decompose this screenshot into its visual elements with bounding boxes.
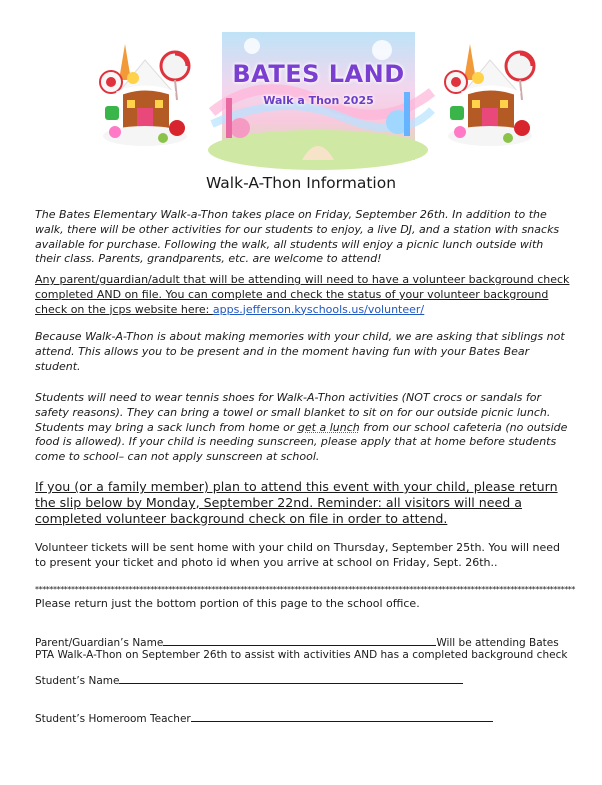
teacher-label: Student’s Homeroom Teacher xyxy=(35,713,191,725)
student-name-field[interactable] xyxy=(119,674,463,684)
shoes-text-1: Students will need to wear tennis shoes for Walk-A-Thon activities (NOT crocs or sandals for safety reasons). They can bring a towel or small blanket to sit on for our outside picnic lunch. Students may bring a sack lunch from home or xyxy=(35,391,551,434)
teacher-field[interactable] xyxy=(191,712,493,722)
teacher-row xyxy=(35,712,493,726)
volunteer-text: Any parent/guardian/adult that will be attending will need to have a volunteer background check completed AND on file. You can complete and check the status of your volunteer background check on the jcps website here: xyxy=(35,273,570,316)
get-lunch-text: get a lunch xyxy=(297,420,360,434)
family-member-paragraph: If you (or a family member) plan to attend this event with your child, please return the slip below by Monday, September 22nd. Reminder: all visitors will need a completed volunteer background check on file in order to attend. xyxy=(35,479,558,526)
student-name-label: Student’s Name xyxy=(35,675,120,687)
volunteer-link[interactable]: apps.jefferson.kyschools.us/volunteer/ xyxy=(212,302,425,316)
student-name-row xyxy=(35,674,463,688)
return-instruction: Please return just the bottom portion of this page to the school office. xyxy=(35,597,420,610)
shoes-text-2: from our school cafeteria (no outside food is allowed). If your child is needing sunscreen, please apply that at home before students come to school– can not apply sunscreen at school. xyxy=(35,420,568,464)
cut-line-divider: ****************************************************************************************************************************************************** xyxy=(35,585,576,594)
parent-name-row xyxy=(35,636,559,650)
parent-attestation: PTA Walk-A-Thon on September 26th to assist with activities AND has a completed background check xyxy=(35,649,568,661)
parent-name-label: Parent/Guardian’s Name xyxy=(35,637,164,649)
page-title: Walk-A-Thon Information xyxy=(205,174,397,192)
candy-house-illustration-left xyxy=(97,42,195,152)
parent-suffix: Will be attending Bates xyxy=(436,637,559,649)
banner-subtitle: Walk a Thon 2025 xyxy=(263,94,374,107)
volunteer-paragraph xyxy=(35,273,571,317)
siblings-paragraph: Because Walk-A-Thon is about making memories with your child, we are asking that siblings not attend. This allows you to be present and in the moment having fun with your Bates Bear student. xyxy=(35,330,565,373)
tickets-paragraph: Volunteer tickets will be sent home with your child on Thursday, September 25th. You will need to present your ticket and photo id when you arrive at school on Friday, Sept. 26th.. xyxy=(35,541,561,569)
parent-name-field[interactable] xyxy=(163,636,436,646)
bates-land-banner xyxy=(222,32,415,160)
intro-paragraph: The Bates Elementary Walk-a-Thon takes place on Friday, September 26th. In addition to the walk, there will be other activities for our students to enjoy, a live DJ, and a station with snacks available for purchase. Following the walk, all students will enjoy a picnic lunch outside with their class. Parents, grandparents, etc. are welcome to attend! xyxy=(35,208,560,266)
shoes-paragraph xyxy=(35,391,571,465)
banner-title: BATES LAND xyxy=(232,60,405,88)
candy-house-illustration-right xyxy=(442,42,540,152)
